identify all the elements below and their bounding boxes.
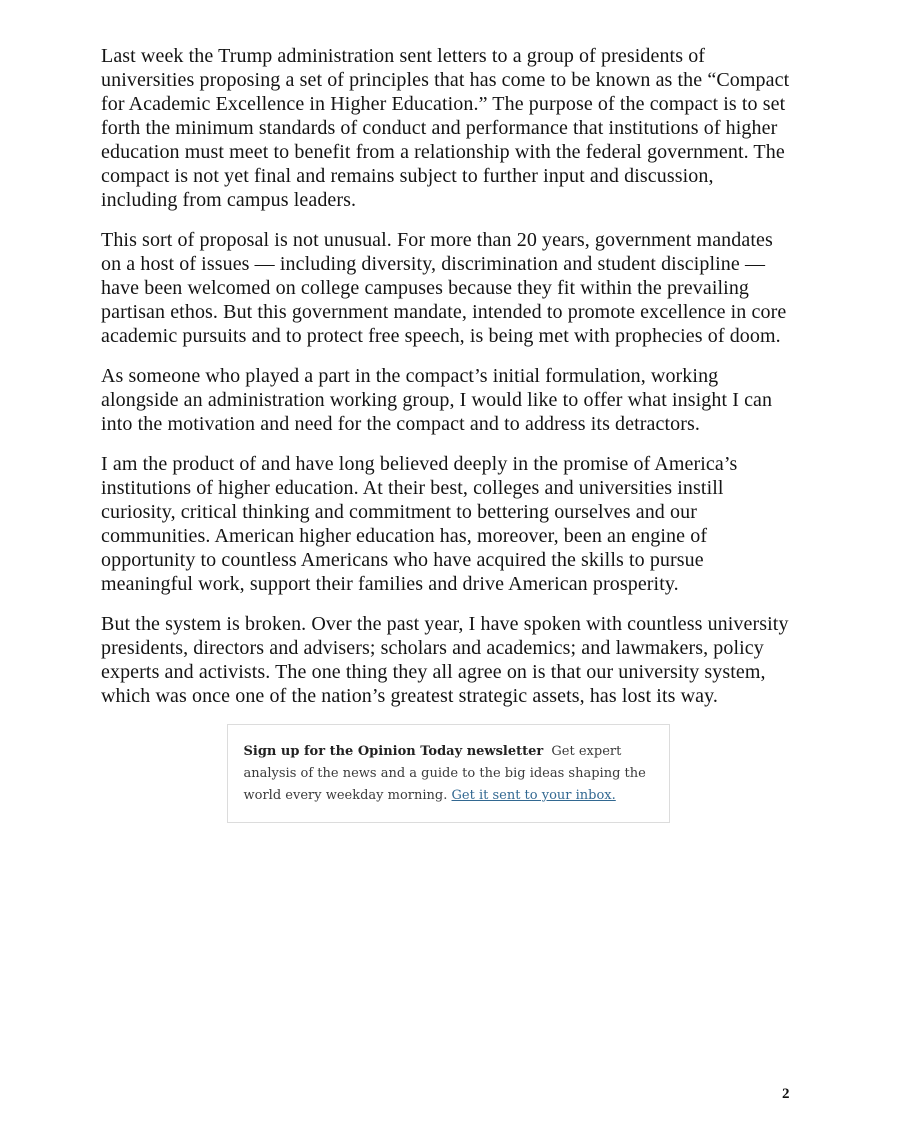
newsletter-signup-link[interactable]: Get it sent to your inbox. — [451, 788, 616, 803]
newsletter-signup-box — [227, 724, 670, 823]
article-paragraph-2: This sort of proposal is not unusual. For more than 20 years, government mandates on a host of issues — including diversity, discrimination and student discipline — have been welcomed on college campuses because they fit within the prevailing partisan ethos. But this government mandate, intended to promote excellence in core academic pursuits and to protect free speech, is being met with prophecies of doom. — [101, 229, 787, 347]
page-number: 2 — [782, 1086, 790, 1102]
newsletter-title: Sign up for the Opinion Today newsletter — [243, 744, 544, 759]
article-paragraph-5: But the system is broken. Over the past year, I have spoken with countless university presidents, directors and advisers; scholars and academics; and lawmakers, policy experts and activists. The one thing they all agree on is that our university system, which was once one of the nation’s greatest strategic assets, has lost its way. — [101, 613, 789, 707]
article-body — [101, 0, 795, 823]
article-paragraph-3: As someone who played a part in the compact’s initial formulation, working alongside an administration working group, I would like to offer what insight I can into the motivation and need for the compact and to address its detractors. — [101, 365, 773, 435]
article-paragraph-1: Last week the Trump administration sent letters to a group of presidents of universities proposing a set of principles that has come to be known as the “Compact for Academic Excellence in Higher Education.” The purpose of the compact is to set forth the minimum standards of conduct and performance that institutions of higher education must meet to benefit from a relationship with the federal government. The compact is not yet final and remains subject to further input and discussion, including from campus leaders. — [101, 45, 790, 211]
article-paragraph-4: I am the product of and have long believed deeply in the promise of America’s institutions of higher education. At their best, colleges and universities instill curiosity, critical thinking and commitment to bettering ourselves and our communities. American higher education has, moreover, been an engine of opportunity to countless Americans who have acquired the skills to pursue meaningful work, support their families and drive American prosperity. — [101, 453, 738, 595]
newsletter-description: Get expert analysis of the news and a guide to the big ideas shaping the world every weekday morning. — [243, 744, 646, 803]
